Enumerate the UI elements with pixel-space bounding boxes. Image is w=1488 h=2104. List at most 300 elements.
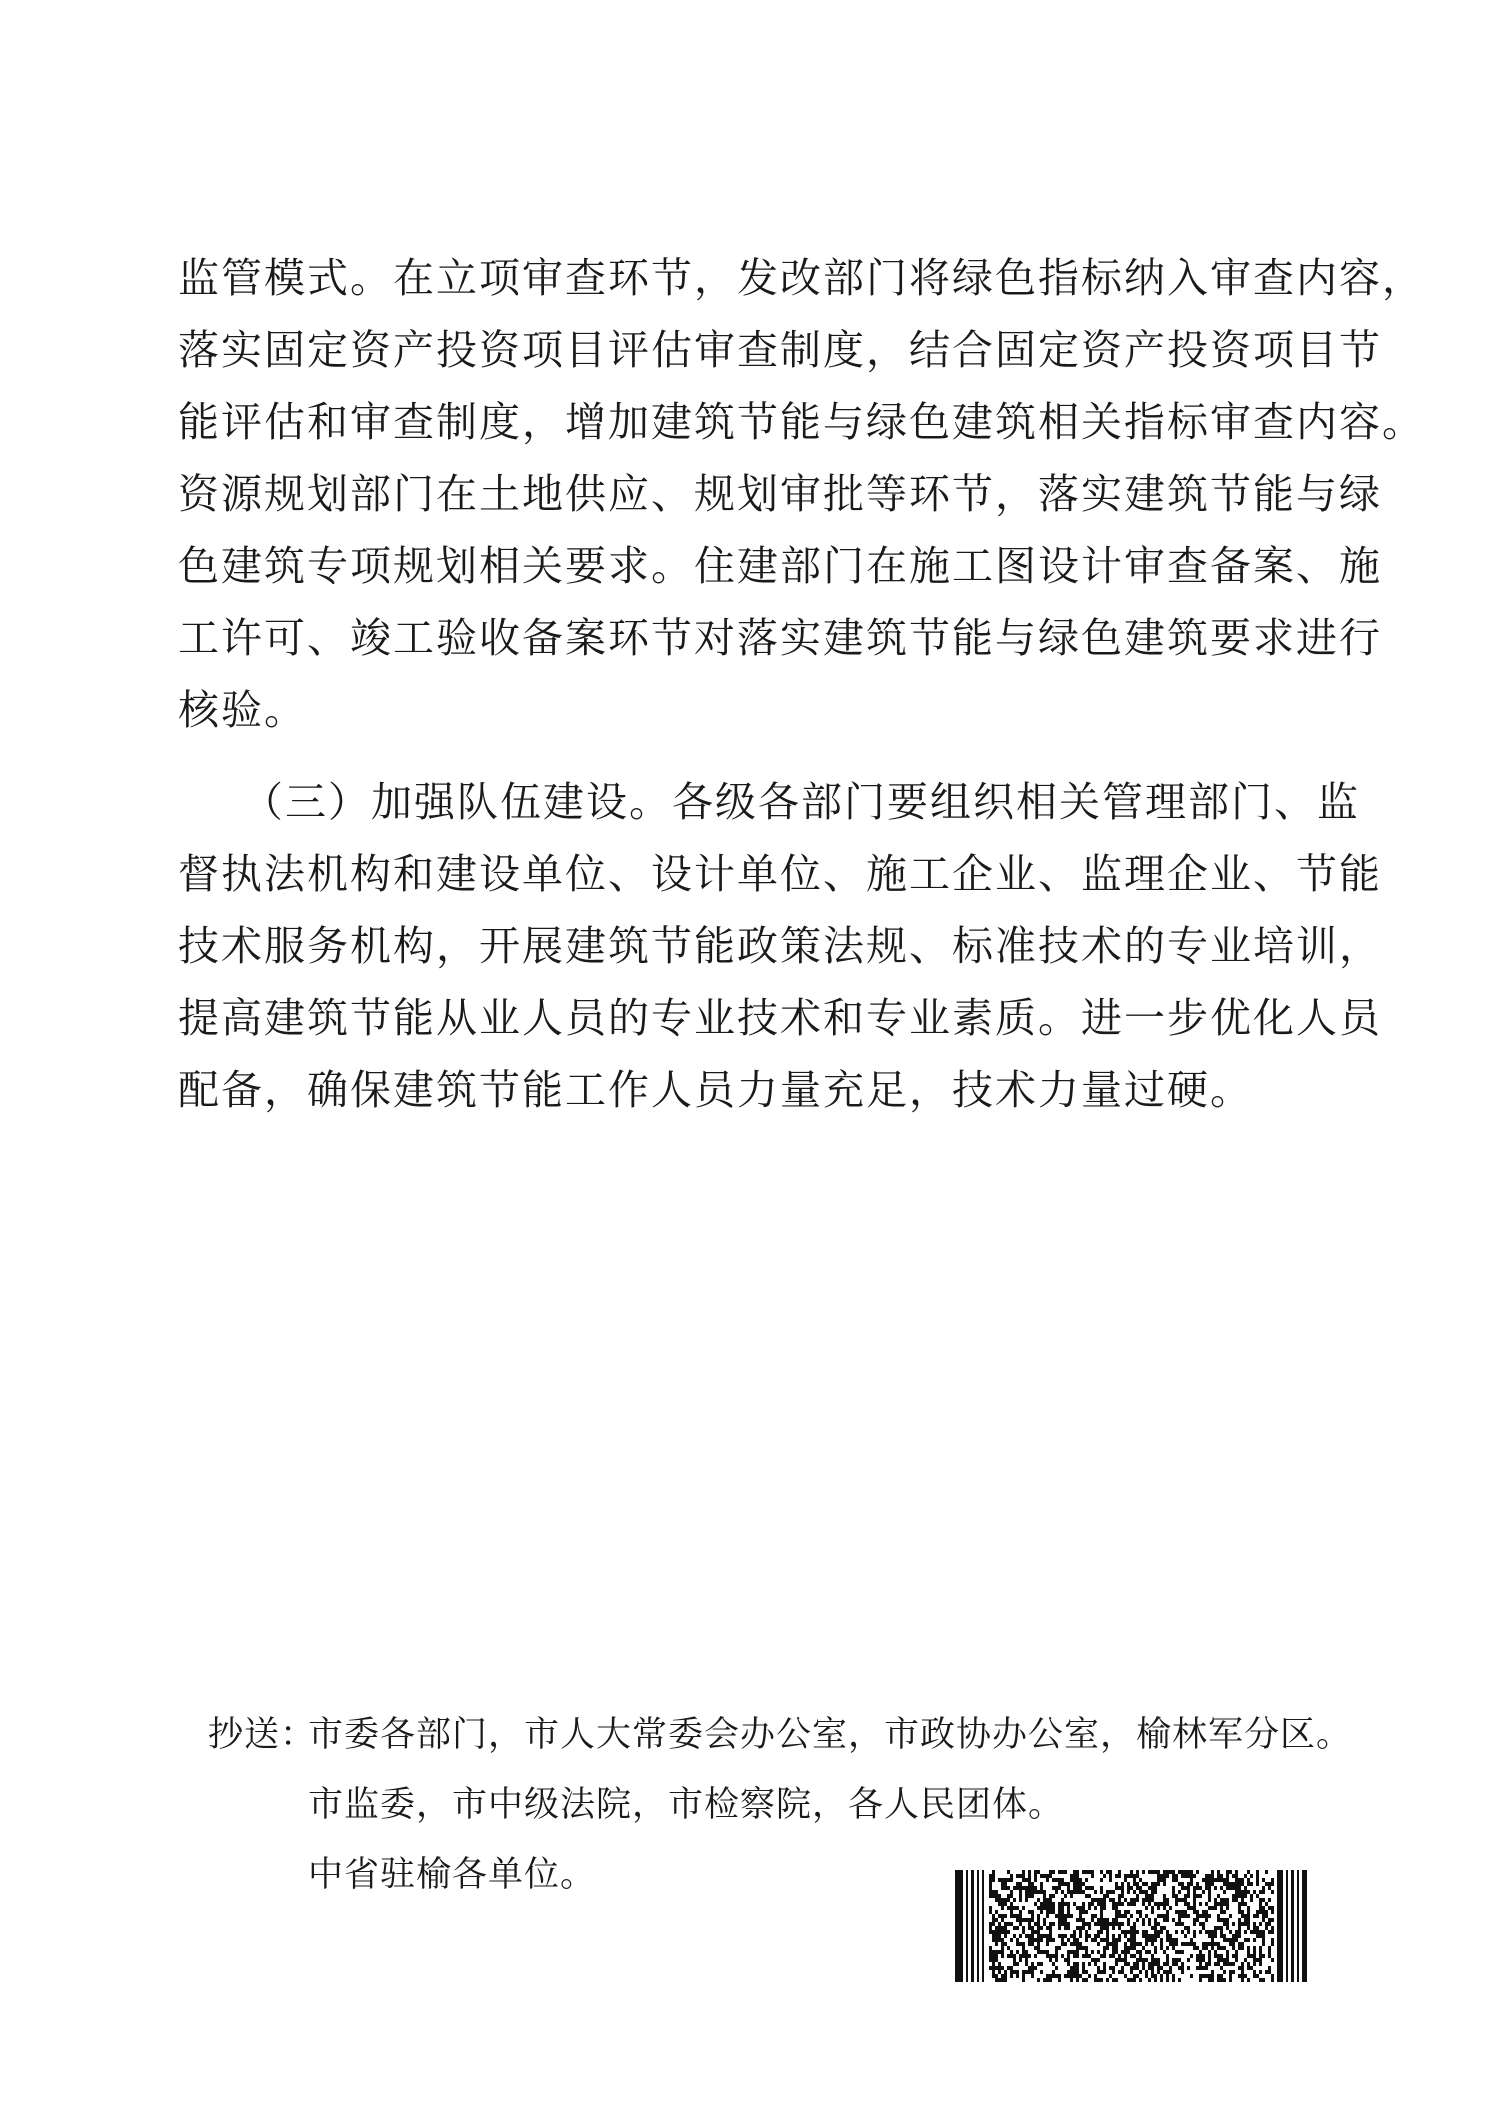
barcode-module [1046,1926,1049,1930]
barcode-module [1082,1882,1085,1886]
barcode-module [1010,1954,1013,1958]
barcode-module [1154,1950,1157,1954]
barcode-module [1151,1890,1154,1894]
barcode-module [1097,1942,1100,1946]
barcode-module [1040,1886,1043,1890]
barcode-module [1061,1918,1064,1922]
barcode-module [1145,1906,1148,1910]
barcode-module [1199,1958,1202,1962]
barcode-module [1076,1926,1079,1930]
barcode-module [1223,1962,1226,1966]
barcode-module [1175,1898,1178,1902]
barcode-module [1160,1902,1163,1906]
barcode-module [998,1894,1001,1898]
barcode-module [1133,1878,1136,1882]
barcode-module [1052,1902,1055,1906]
barcode-module [1049,1934,1052,1938]
barcode-module [1034,1870,1037,1874]
barcode-module [1085,1910,1088,1914]
barcode-module [1001,1902,1004,1906]
barcode-module [1238,1878,1241,1882]
barcode-module [1073,1930,1076,1934]
paragraph-1-line-2: 落实固定资产投资项目评估审查制度，结合固定资产投资项目节 [178,326,1382,374]
barcode-module [1169,1938,1172,1942]
barcode-module [1034,1946,1037,1950]
barcode-module [1028,1926,1031,1930]
barcode-module [1121,1902,1124,1906]
barcode-module [1142,1934,1145,1938]
barcode-module [1226,1950,1229,1954]
barcode-module [1196,1966,1199,1970]
barcode-module [1226,1870,1229,1874]
barcode-module [1049,1870,1052,1874]
barcode-module [1253,1930,1256,1934]
barcode-module [1148,1922,1151,1926]
barcode-module [989,1946,992,1950]
barcode-module [1226,1898,1229,1902]
barcode-module [1106,1922,1109,1926]
barcode-module [1217,1894,1220,1898]
barcode-module [1073,1934,1076,1938]
barcode-module [1019,1918,1022,1922]
barcode-module [1043,1890,1046,1894]
barcode-module [1112,1966,1115,1970]
barcode-module [1043,1950,1046,1954]
barcode-module [1082,1890,1085,1894]
barcode-module [1001,1930,1004,1934]
barcode-module [1010,1910,1013,1914]
barcode-module [1136,1910,1139,1914]
barcode-module [1241,1966,1244,1970]
barcode-module [1016,1918,1019,1922]
barcode-module [1043,1934,1046,1938]
barcode-module [1022,1930,1025,1934]
barcode-module [1226,1874,1229,1878]
barcode-module [1235,1958,1238,1962]
barcode-module [1061,1878,1064,1882]
barcode-module [1190,1870,1193,1874]
barcode-module [1133,1978,1136,1982]
barcode-module [1175,1878,1178,1882]
barcode-module [1229,1942,1232,1946]
barcode-module [1148,1898,1151,1902]
barcode-module [1079,1906,1082,1910]
barcode-module [1220,1946,1223,1950]
barcode-module [1034,1922,1037,1926]
barcode-module [1211,1870,1214,1874]
barcode-module [1028,1922,1031,1926]
barcode-module [1181,1962,1184,1966]
barcode-module [1037,1870,1040,1874]
barcode-module [1076,1882,1079,1886]
barcode-module [1064,1958,1067,1962]
barcode-module [1037,1890,1040,1894]
barcode-module [1235,1878,1238,1882]
barcode-module [1178,1978,1181,1982]
barcode-module [1121,1882,1124,1886]
barcode-module [1103,1894,1106,1898]
barcode-module [1031,1890,1034,1894]
barcode-module [998,1898,1001,1902]
barcode-module [1172,1894,1175,1898]
barcode-module [1238,1894,1241,1898]
barcode-module [1244,1914,1247,1918]
barcode-module [1040,1902,1043,1906]
barcode-module [1022,1870,1025,1874]
barcode-module [1013,1954,1016,1958]
barcode-module [1082,1926,1085,1930]
barcode-module [1136,1966,1139,1970]
barcode-module [1139,1978,1142,1982]
barcode-module [1211,1934,1214,1938]
barcode-module [1001,1950,1004,1954]
barcode-module [1070,1966,1073,1970]
paragraph-2-line-3: 技术服务机构，开展建筑节能政策法规、标准技术的专业培训， [178,922,1382,970]
barcode-module [1148,1950,1151,1954]
barcode-module [1142,1958,1145,1962]
barcode-module [1037,1918,1040,1922]
barcode-module [1058,1918,1061,1922]
barcode-module [1085,1946,1088,1950]
barcode-module [1211,1946,1214,1950]
barcode-module [1040,1962,1043,1966]
barcode-module [1208,1894,1211,1898]
barcode-module [1208,1898,1211,1902]
barcode-module [1100,1922,1103,1926]
barcode-module [1097,1930,1100,1934]
barcode-module [1181,1970,1184,1974]
barcode-module [1169,1906,1172,1910]
barcode-module [1082,1970,1085,1974]
barcode-module [1139,1942,1142,1946]
barcode-module [1196,1886,1199,1890]
barcode-module [1073,1902,1076,1906]
barcode-module [1025,1962,1028,1966]
barcode-module [1148,1918,1151,1922]
barcode-module [1154,1918,1157,1922]
barcode-module [1109,1878,1112,1882]
barcode-module [1247,1910,1250,1914]
barcode-module [1112,1902,1115,1906]
barcode-module [989,1878,992,1882]
barcode-module [1100,1870,1103,1874]
barcode-module [1094,1958,1097,1962]
barcode-module [1181,1882,1184,1886]
barcode-module [1163,1902,1166,1906]
barcode-module [995,1910,998,1914]
barcode-module [1046,1954,1049,1958]
barcode-module [1211,1882,1214,1886]
barcode-module [1034,1890,1037,1894]
barcode-module [1226,1954,1229,1958]
barcode-module [1013,1926,1016,1930]
barcode-module [1013,1906,1016,1910]
barcode-module [1241,1902,1244,1906]
barcode-module [1232,1946,1235,1950]
barcode-module [1235,1898,1238,1902]
barcode-module [1031,1926,1034,1930]
barcode-module [1085,1922,1088,1926]
barcode-module [1217,1926,1220,1930]
barcode-module [1157,1970,1160,1974]
barcode-module [1049,1974,1052,1978]
barcode-module [995,1934,998,1938]
barcode-module [1175,1902,1178,1906]
barcode-module [1217,1962,1220,1966]
barcode-module [1100,1930,1103,1934]
barcode-module [1058,1926,1061,1930]
barcode-module [1064,1894,1067,1898]
barcode-module [1142,1922,1145,1926]
barcode-module [1145,1942,1148,1946]
barcode-module [1199,1962,1202,1966]
barcode-module [1109,1874,1112,1878]
barcode-module [1226,1938,1229,1942]
barcode-module [1127,1874,1130,1878]
barcode-module [992,1922,995,1926]
barcode-module [1049,1874,1052,1878]
barcode-module [1217,1874,1220,1878]
barcode-module [1262,1954,1265,1958]
barcode-module [1055,1890,1058,1894]
barcode-module [1211,1978,1214,1982]
barcode-module [998,1922,1001,1926]
barcode-module [1076,1978,1079,1982]
barcode-module [1019,1914,1022,1918]
barcode-module [1145,1894,1148,1898]
barcode-module [998,1962,1001,1966]
barcode-module [1007,1898,1010,1902]
barcode-module [1103,1874,1106,1878]
barcode-module [1154,1926,1157,1930]
barcode-module [1139,1958,1142,1962]
barcode-module [1142,1902,1145,1906]
barcode-module [1241,1946,1244,1950]
barcode-module [1004,1886,1007,1890]
barcode-module [1223,1910,1226,1914]
barcode-module [1043,1906,1046,1910]
paragraph-2-line-4: 提高建筑节能从业人员的专业技术和专业素质。进一步优化人员 [178,994,1382,1042]
barcode-module [1271,1930,1274,1934]
barcode-module [1238,1942,1241,1946]
barcode-module [1271,1882,1274,1886]
barcode-module [1040,1926,1043,1930]
barcode-module [1082,1902,1085,1906]
barcode-module [1256,1910,1259,1914]
barcode-module [1124,1950,1127,1954]
barcode-module [1208,1958,1211,1962]
barcode-module [1070,1914,1073,1918]
barcode-module [1031,1930,1034,1934]
barcode-module [1004,1926,1007,1930]
barcode-module [1112,1898,1115,1902]
barcode-module [1166,1898,1169,1902]
barcode-module [1250,1874,1253,1878]
barcode-module [1208,1890,1211,1894]
barcode-module [1052,1938,1055,1942]
barcode-module [1067,1882,1070,1886]
barcode-module [1001,1886,1004,1890]
barcode-module [1010,1894,1013,1898]
barcode-module [1040,1890,1043,1894]
barcode-module [1148,1902,1151,1906]
barcode-module [1049,1958,1052,1962]
barcode-module [989,1886,992,1890]
barcode-module [1151,1954,1154,1958]
barcode-module [1028,1882,1031,1886]
barcode-module [1229,1978,1232,1982]
barcode-module [1070,1890,1073,1894]
barcode-module [1025,1918,1028,1922]
barcode-module [1031,1966,1034,1970]
barcode-module [1037,1922,1040,1926]
barcode-module [1022,1874,1025,1878]
barcode-module [1190,1882,1193,1886]
barcode-module [1037,1906,1040,1910]
barcode-module [1019,1890,1022,1894]
barcode-module [1085,1954,1088,1958]
barcode-module [1193,1894,1196,1898]
barcode-module [1253,1938,1256,1942]
barcode-module [1265,1970,1268,1974]
barcode-module [989,1874,992,1878]
barcode-module [1124,1946,1127,1950]
barcode-module [1115,1874,1118,1878]
barcode-module [1118,1902,1121,1906]
barcode-module [1268,1886,1271,1890]
barcode-module [1154,1934,1157,1938]
barcode-module [1049,1902,1052,1906]
barcode-module [1202,1914,1205,1918]
barcode-module [1172,1918,1175,1922]
barcode-module [1118,1922,1121,1926]
barcode-module [1229,1930,1232,1934]
barcode-module [989,1894,992,1898]
barcode-module [1187,1902,1190,1906]
barcode-module [1226,1958,1229,1962]
barcode-module [1034,1930,1037,1934]
barcode-module [1142,1962,1145,1966]
barcode-module [1181,1898,1184,1902]
barcode-module [1202,1910,1205,1914]
barcode-module [1034,1966,1037,1970]
barcode-module [1034,1886,1037,1890]
barcode-module [1010,1914,1013,1918]
barcode-module [1007,1922,1010,1926]
barcode-module [1241,1890,1244,1894]
barcode-module [1040,1906,1043,1910]
barcode-module [1217,1958,1220,1962]
barcode-module [1253,1890,1256,1894]
barcode-module [1025,1886,1028,1890]
barcode-module [1106,1890,1109,1894]
barcode-module [1109,1922,1112,1926]
barcode-module [1166,1974,1169,1978]
barcode-module [1244,1890,1247,1894]
barcode-module [1187,1882,1190,1886]
barcode-module [1055,1954,1058,1958]
barcode-module [1037,1978,1040,1982]
barcode-module [1157,1934,1160,1938]
barcode-module [1127,1938,1130,1942]
barcode-module [1067,1962,1070,1966]
barcode-module [1121,1886,1124,1890]
barcode-module [1259,1898,1262,1902]
barcode-module [1121,1890,1124,1894]
barcode-module [1085,1870,1088,1874]
barcode-module [1217,1954,1220,1958]
barcode-module [1232,1938,1235,1942]
barcode-module [1193,1898,1196,1902]
barcode-module [1148,1894,1151,1898]
barcode-module [1172,1890,1175,1894]
barcode-module [1145,1890,1148,1894]
barcode-module [1271,1878,1274,1882]
barcode-module [1271,1926,1274,1930]
barcode-module [1010,1966,1013,1970]
barcode-module [1103,1970,1106,1974]
barcode-module [1082,1966,1085,1970]
barcode-module [1199,1902,1202,1906]
barcode-module [1178,1898,1181,1902]
barcode-module [1160,1938,1163,1942]
barcode-module [1262,1934,1265,1938]
barcode-module [1184,1894,1187,1898]
barcode-module [1259,1890,1262,1894]
barcode-module [1037,1950,1040,1954]
barcode-module [1133,1902,1136,1906]
barcode-module [1097,1970,1100,1974]
barcode-module [1037,1926,1040,1930]
barcode-module [1094,1978,1097,1982]
barcode-module [1226,1918,1229,1922]
barcode-module [992,1958,995,1962]
barcode-module [1256,1870,1259,1874]
barcode-module [989,1922,992,1926]
barcode-module [1061,1882,1064,1886]
barcode-module [998,1970,1001,1974]
barcode-module [1133,1922,1136,1926]
barcode-module [1163,1878,1166,1882]
barcode-module [1010,1906,1013,1910]
barcode-module [1085,1894,1088,1898]
barcode-module [1076,1890,1079,1894]
barcode-module [1187,1930,1190,1934]
barcode-module [1097,1934,1100,1938]
barcode-module [1091,1886,1094,1890]
barcode-module [1040,1882,1043,1886]
barcode-module [1016,1906,1019,1910]
barcode-module [1247,1978,1250,1982]
barcode-module [1004,1898,1007,1902]
barcode-module [1217,1878,1220,1882]
barcode-module [1232,1934,1235,1938]
barcode-module [1073,1890,1076,1894]
barcode-module [1121,1922,1124,1926]
barcode-module [1220,1902,1223,1906]
barcode-module [1208,1878,1211,1882]
barcode-module [1124,1958,1127,1962]
barcode-module [1088,1906,1091,1910]
barcode-module [1076,1966,1079,1970]
barcode-module [1199,1966,1202,1970]
barcode-module [1175,1910,1178,1914]
barcode-module [1073,1870,1076,1874]
barcode-module [1154,1958,1157,1962]
barcode-module [1124,1874,1127,1878]
barcode-module [1004,1942,1007,1946]
barcode-module [1076,1962,1079,1966]
